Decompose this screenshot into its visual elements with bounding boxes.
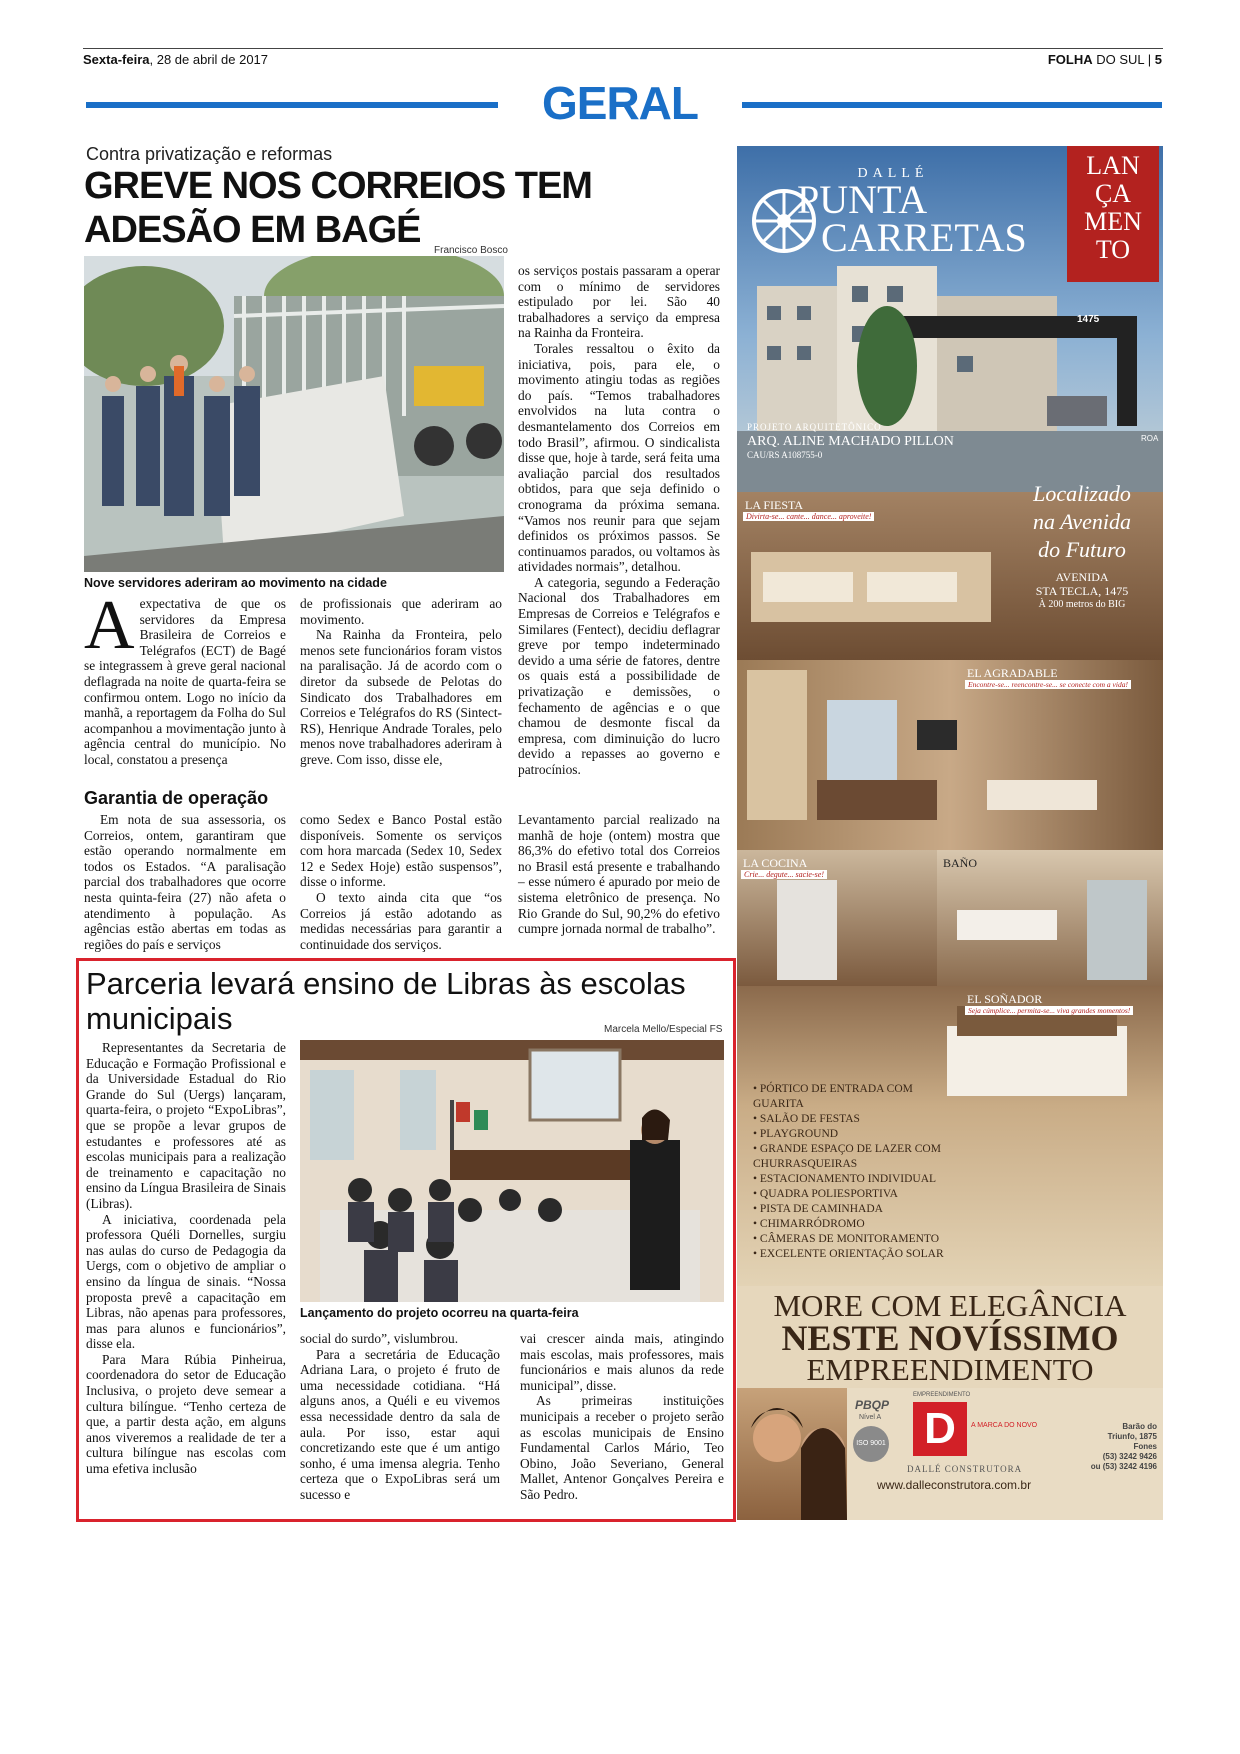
article1-photo-caption: Nove servidores aderiram ao movimento na cidade [84,576,387,590]
ad-iso-badge: ISO 9001 [853,1426,889,1462]
ad-bano-title: BAÑO [943,856,978,870]
article1-kicker: Contra privatização e reformas [86,144,333,164]
section-bar-right [742,102,1162,108]
ad-arch-cau: CAU/RS A108755-0 [747,450,823,460]
ad-arch-label: PROJETO ARQUITETÔNICO [747,422,882,432]
header-date: Sexta-feira, 28 de abril de 2017 [83,52,269,67]
section-bar-left [86,102,498,108]
ad-cocina [737,850,937,986]
article1-col3: os serviços postais passaram a operar com o mínimo de servidores estipulado por lei. São 40 trabalhadores a serviço da empresa na Rainha da Fronteira. Torales ressaltou o êxito da iniciativa, pois, para ele, o movimento atingiu todas as regiões do país. “Temos trabalhadores envolvidos na luta contra o desmantelamento dos Correios em todo Brasil”, afirmou. O sindicalista disse que, hoje à tarde, será feita uma avaliação parcial dos resultados obtidos, para que seja definido o cronograma da próxima semana. “Vamos nos reunir para que sejam definidos os próximos passos. Se continuamos parados, ou voltamos às atividades normais”, detalhou. A categoria, segundo a Federação Nacional dos Trabalhadores em Empresas de Correios e Telégrafos e Similares (Fentect), decidiu deflagrar greve por tempo indeterminado devido a uma série de fatores, dentre os quais está a possibilidade de privatização e demissões, o fechamento de agências e o que chamou de desmonte fiscal da empresa, com diminuição do lucro devido a repasses ao governo e patrocínios. [518,263,720,777]
ad-fiesta: LA FIESTA Divirta-se... cante... dance... aproveite! Localizado na Avenida do Futuro AVENIDA STA TECLA, 1475 À 200 metros do BIG [737,492,1163,660]
article2-photo-caption: Lançamento do projeto ocorreu na quarta-feira [300,1306,579,1320]
article1-col2-bottom: como Sedex e Banco Postal estão disponíveis. Somente os serviços com hora marcada (Sedex 10, Sedex 12 e Sedex Hoje) estão suspensos”, disse o informe. O texto ainda cita que “os Correios já estão adotando as medidas necessárias para garantir a continuidade dos serviços. [300,812,502,952]
article1-photo [84,256,504,572]
ad-hero [737,146,1163,492]
ad-sonador-sub: Seja cúmplice... permita-se... viva grandes momentos! [965,1006,1133,1015]
article2-col2: social do surdo”, vislumbrou. Para a secretária de Educação Adriana Lara, o projeto é fruto de uma necessidade cotidiana. “Há alguns anos, a Quéli e eu vivemos essa necessidade dentro da sala de aula. Por isso, estar aqui concretizando este que é um antigo sonho, é uma imensa alegria. Tenho certeza que o ExpoLibras será um sucesso e [300,1331,500,1502]
ad-side-mark: ROA [1141,434,1159,443]
dropcap: A [84,587,135,664]
ad-slogan: MORE COM ELEGÂNCIA NESTE NOVÍSSIMO EMPREENDIMENTO [737,1286,1163,1388]
ad-agradable [737,660,1163,850]
ad-sonador-title: EL SOÑADOR [967,992,1043,1006]
ad-number: 1475 [1077,314,1100,325]
header-paper: FOLHA DO SUL | 5 [1047,52,1162,67]
article2-col3: vai crescer ainda mais, atingindo mais escolas, mais professores, mais funcionários e mais alunos da rede municipal”, disse. As primeiras instituições municipais a receber o projeto serão as escolas municipais de Ensino Fundamental Carlos Mário, Teo Obino, João Severiano, General Mallet, Antenor Gonçalves Pereira e São Pedro. [520,1331,724,1502]
ad-title2: CARRETAS [821,215,1027,260]
ad-construtora: DALLÉ CONSTRUTORA [907,1464,1023,1474]
ad-fiesta-title: LA FIESTA [745,498,804,512]
ad-ribbon: LAN ÇA MEN TO [1067,146,1159,282]
article2-photo [300,1040,724,1302]
article1-col1: Aexpectativa de que os servidores da Empresa Brasileira de Correios e Telégrafos (ECT) de Bagé se integrassem à greve geral nacional deflagrada na noite de quarta-feira se confirmou ontem. Logo no início da manhã, a reportagem da Folha do Sul acompanhou a movimentação junto à agência central do município. No local, constatou a presença [84,587,286,767]
ad-brand: DALLÉ [857,166,929,181]
ad-footer: PBQP Nível A ISO 9001 EMPREENDIMENTO D A MARCA DO NOVO DALLÉ CONSTRUTORA www.dalleconstrutora.com.br Barão do Triunfo, 1875 Fones (53) 3242 9426 ou (53) 3242 4196 [737,1388,1163,1520]
ad-cocina-sub: Crie... degute... sacie-se! [741,870,827,879]
section-title: GERAL [542,77,698,129]
ad-agradable-sub: Encontre-se... reencontre-se... se conecte com a vida! [965,680,1131,689]
article1-photo-credit: Francisco Bosco [434,245,508,256]
ad-cocina-title: LA COCINA [743,856,808,870]
header-rule [83,48,1163,49]
article1-headline: GREVE NOS CORREIOS TEM ADESÃO EM BAGÉ [84,165,592,251]
ad-contact: Barão do Triunfo, 1875 Fones (53) 3242 9426 ou (53) 3242 4196 [1090,1422,1157,1471]
ad-bano [937,850,1163,986]
ad-sonador [737,986,1163,1286]
ad-couple-photo-art [737,1388,847,1520]
ad-agradable-title: EL AGRADABLE [967,666,1058,680]
ad-punta-carretas [737,146,1163,1520]
ad-logo: D [913,1402,967,1456]
article2-headline: Parceria levará ensino de Libras às escolas municipais [86,966,686,1036]
article1-col1-bottom: Em nota de sua assessoria, os Correios, ontem, garantiram que estão operando normalmente em todos os Estados. “A paralisação parcial dos trabalhadores que ocorre nesta quinta-feira (27) não afeta o atendimento à população. As agências estão abertas em todas as regiões do país e serviços [84,812,286,952]
article2-photo-credit: Marcela Mello/Especial FS [604,1024,723,1035]
article1-col2: de profissionais que aderiram ao movimento. Na Rainha da Fronteira, pelo menos sete funcionários foram vistos na paralisação. Já de acordo com o diretor da subsede de Pelotas do Sindicato dos Trabalhadores em Correios e Telégrafos do RS (Sintect-RS), Henrique Andrade Torales, pelo menos nove trabalhadores aderiram à greve. Com isso, disse ele, [300,596,502,767]
ad-arch-name: ARQ. ALINE MACHADO PILLON [747,434,954,449]
ad-site: www.dalleconstrutora.com.br [877,1478,1032,1492]
ad-pbqp: PBQP [855,1398,890,1412]
article1-subhead: Garantia de operação [84,788,269,808]
article2-col1: Representantes da Secretaria de Educação e Formação Profissional e da Universidade Estadual do Rio Grande do Sul (Uergs) lançaram, quarta-feira, o projeto “ExpoLibras”, que se propõe a levar grupos de estudantes e professores até as escolas municipais para a realização de treinamento e capacitação no ensino da Língua Brasileira de Sinais (Libras). A iniciativa, coordenada pela professora Quéli Dornelles, surgiu nas aulas do curso de Pedagogia da Uergs, com o objetivo de ampliar o ensino da língua de sinais. “Nossa proposta prevê a capacitação em Libras, não apenas para professores, mas para alunos e funcionários”, disse ela. Para Mara Rúbia Pinheirua, coordenadora do setor de Educação Inclusiva, o projeto deve semear a cultura bilíngue. “Tenho certeza de que, a partir desta ação, em alguns anos viveremos a realidade de ter a cultura bilíngue nas escolas com uma efetiva inclusão [86,1040,286,1477]
ad-title1: PUNTA [797,177,928,222]
ad-features: • PÓRTICO DE ENTRADA COM GUARITA • SALÃO DE FESTAS • PLAYGROUND • GRANDE ESPAÇO DE LAZER COM CHURRASQUEIRAS • ESTACIONAMENTO INDIVIDUAL • QUADRA POLIESPORTIVA • PISTA DE CAMINHADA • CHIMARRÓDROMO • CÂMERAS DE MONITORAMENTO • EXCELENTE ORIENTAÇÃO SOLAR [753,1083,944,1260]
article1-col3-bottom: Levantamento parcial realizado na manhã de hoje (ontem) mostra que 86,3% do efetivo total dos Correios no Brasil está presente e trabalhando – esse número é apurado por meio de sistema eletrônico de presença. No Rio Grande do Sul, 90,2% do efetivo cumpre jornada normal de trabalho”. [518,812,720,937]
ad-fiesta-sub: Divirta-se... cante... dance... aproveite! [743,512,874,521]
